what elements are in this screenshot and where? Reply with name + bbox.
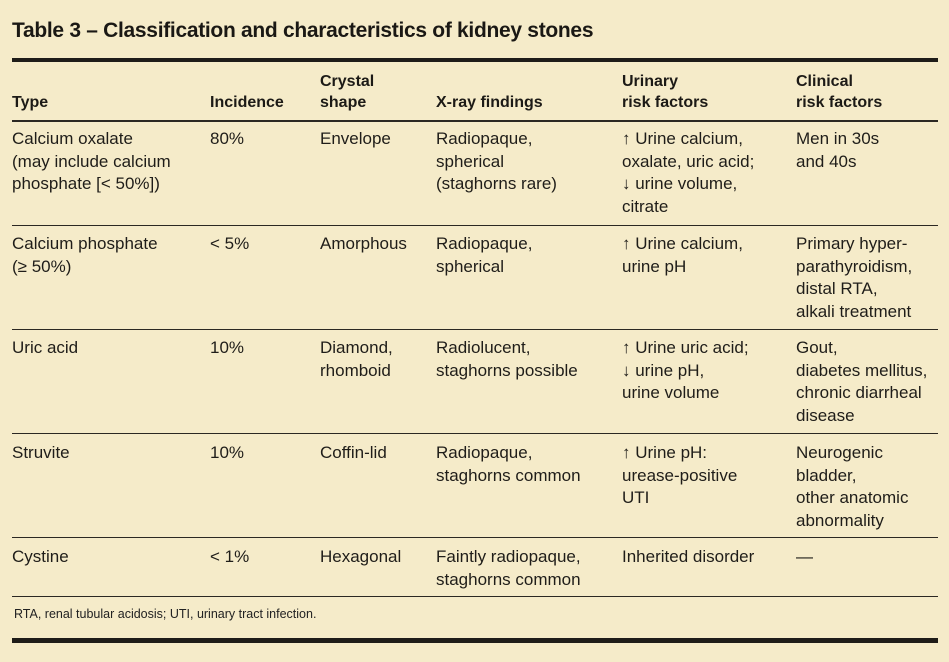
- row-divider: [12, 433, 938, 434]
- cell-clinical-risk: —: [796, 547, 813, 566]
- row-divider: [12, 537, 938, 538]
- top-rule: [12, 58, 938, 62]
- cell-type: Calcium phosphate (≥ 50%): [12, 234, 158, 276]
- cell-urinary-risk: ↑ Urine calcium, urine pH: [622, 234, 743, 276]
- cell-xray-findings: Faintly radiopaque, staghorns common: [436, 547, 581, 589]
- cell-crystal-shape: Amorphous: [320, 234, 407, 253]
- cell-incidence: 10%: [210, 338, 245, 357]
- cell-urinary-risk: ↑ Urine calcium, oxalate, uric acid; ↓ urine volume, citrate: [622, 129, 755, 216]
- header-xray-findings: X-ray findings: [436, 94, 543, 111]
- row-divider: [12, 596, 938, 597]
- cell-urinary-risk: ↑ Urine uric acid; ↓ urine pH, urine volume: [622, 338, 749, 402]
- header-rule: [12, 120, 938, 122]
- bottom-rule: [12, 638, 938, 643]
- cell-clinical-risk: Gout, diabetes mellitus, chronic diarrheal disease: [796, 338, 928, 425]
- cell-type: Cystine: [12, 547, 69, 566]
- cell-xray-findings: Radiolucent, staghorns possible: [436, 338, 578, 380]
- cell-clinical-risk: Primary hyper- parathyroidism, distal RTA, alkali treatment: [796, 234, 913, 321]
- cell-type: Struvite: [12, 443, 70, 462]
- cell-xray-findings: Radiopaque, staghorns common: [436, 443, 581, 485]
- header-crystal-shape: Crystal shape: [320, 73, 375, 111]
- header-incidence: Incidence: [210, 94, 284, 111]
- table-footnote: RTA, renal tubular acidosis; UTI, urinary tract infection.: [14, 607, 317, 621]
- cell-type: Calcium oxalate (may include calcium phosphate [< 50%]): [12, 129, 171, 193]
- header-urinary-risk-factors: Urinary risk factors: [622, 73, 709, 111]
- header-type: Type: [12, 94, 49, 111]
- cell-incidence: < 1%: [210, 547, 250, 566]
- header-clinical-risk-factors: Clinical risk factors: [796, 73, 883, 111]
- cell-crystal-shape: Hexagonal: [320, 547, 402, 566]
- cell-crystal-shape: Coffin-lid: [320, 443, 387, 462]
- cell-clinical-risk: Neurogenic bladder, other anatomic abnormality: [796, 443, 909, 530]
- cell-xray-findings: Radiopaque, spherical (staghorns rare): [436, 129, 557, 193]
- cell-xray-findings: Radiopaque, spherical: [436, 234, 533, 276]
- cell-incidence: 10%: [210, 443, 245, 462]
- cell-crystal-shape: Envelope: [320, 129, 391, 148]
- row-divider: [12, 225, 938, 226]
- row-divider: [12, 329, 938, 330]
- cell-urinary-risk: ↑ Urine pH: urease-positive UTI: [622, 443, 738, 507]
- cell-clinical-risk: Men in 30s and 40s: [796, 129, 880, 171]
- cell-crystal-shape: Diamond, rhomboid: [320, 338, 393, 380]
- cell-incidence: < 5%: [210, 234, 250, 253]
- cell-type: Uric acid: [12, 338, 79, 357]
- table-title: Table 3 – Classification and characteristics of kidney stones: [12, 19, 594, 42]
- cell-incidence: 80%: [210, 129, 245, 148]
- cell-urinary-risk: Inherited disorder: [622, 547, 755, 566]
